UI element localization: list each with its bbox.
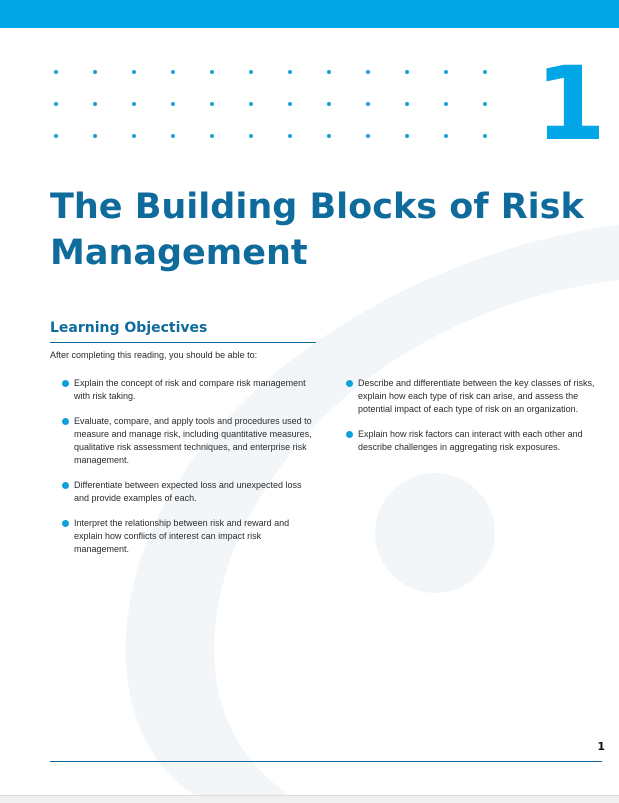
objective-text: Interpret the relationship between risk and reward and explain how conflicts of interest can impact risk management. [74, 518, 290, 554]
bullet-dot-icon [62, 520, 69, 527]
objective-item [346, 377, 602, 416]
objective-item [62, 377, 318, 403]
learning-objectives-intro: After completing this reading, you should be able to: [50, 350, 258, 360]
learning-objectives-heading: Learning Objectives [50, 318, 316, 343]
objective-item [62, 479, 318, 505]
chapter-number: 1 [535, 45, 606, 164]
bullet-dot-icon [62, 380, 69, 387]
objective-text: Describe and differentiate between the key classes of risks, explain how each type of risk can arise, and assess the potential impact of each type of risk on an organization. [358, 378, 595, 414]
objectives-list-left [62, 377, 318, 568]
decorative-dot-grid [0, 0, 619, 164]
footer-divider [50, 761, 602, 762]
bullet-dot-icon [346, 380, 353, 387]
objective-text: Explain the concept of risk and compare risk management with risk taking. [74, 378, 306, 401]
objectives-list-right [346, 377, 602, 466]
objective-text: Differentiate between expected loss and unexpected loss and provide examples of each. [74, 480, 302, 503]
chapter-title: The Building Blocks of Risk Management [50, 187, 584, 273]
objective-item [346, 428, 602, 454]
objective-item [62, 415, 318, 467]
page-number: 1 [597, 740, 605, 753]
bullet-dot-icon [62, 482, 69, 489]
objective-text: Explain how risk factors can interact with each other and describe challenges in aggregating risk exposures. [358, 429, 583, 452]
bullet-dot-icon [62, 418, 69, 425]
objective-item [62, 517, 318, 556]
objective-text: Evaluate, compare, and apply tools and procedures used to measure and manage risk, including quantitative measures, qualitative risk assessment techniques, and enterprise risk management. [74, 416, 312, 465]
bullet-dot-icon [346, 431, 353, 438]
